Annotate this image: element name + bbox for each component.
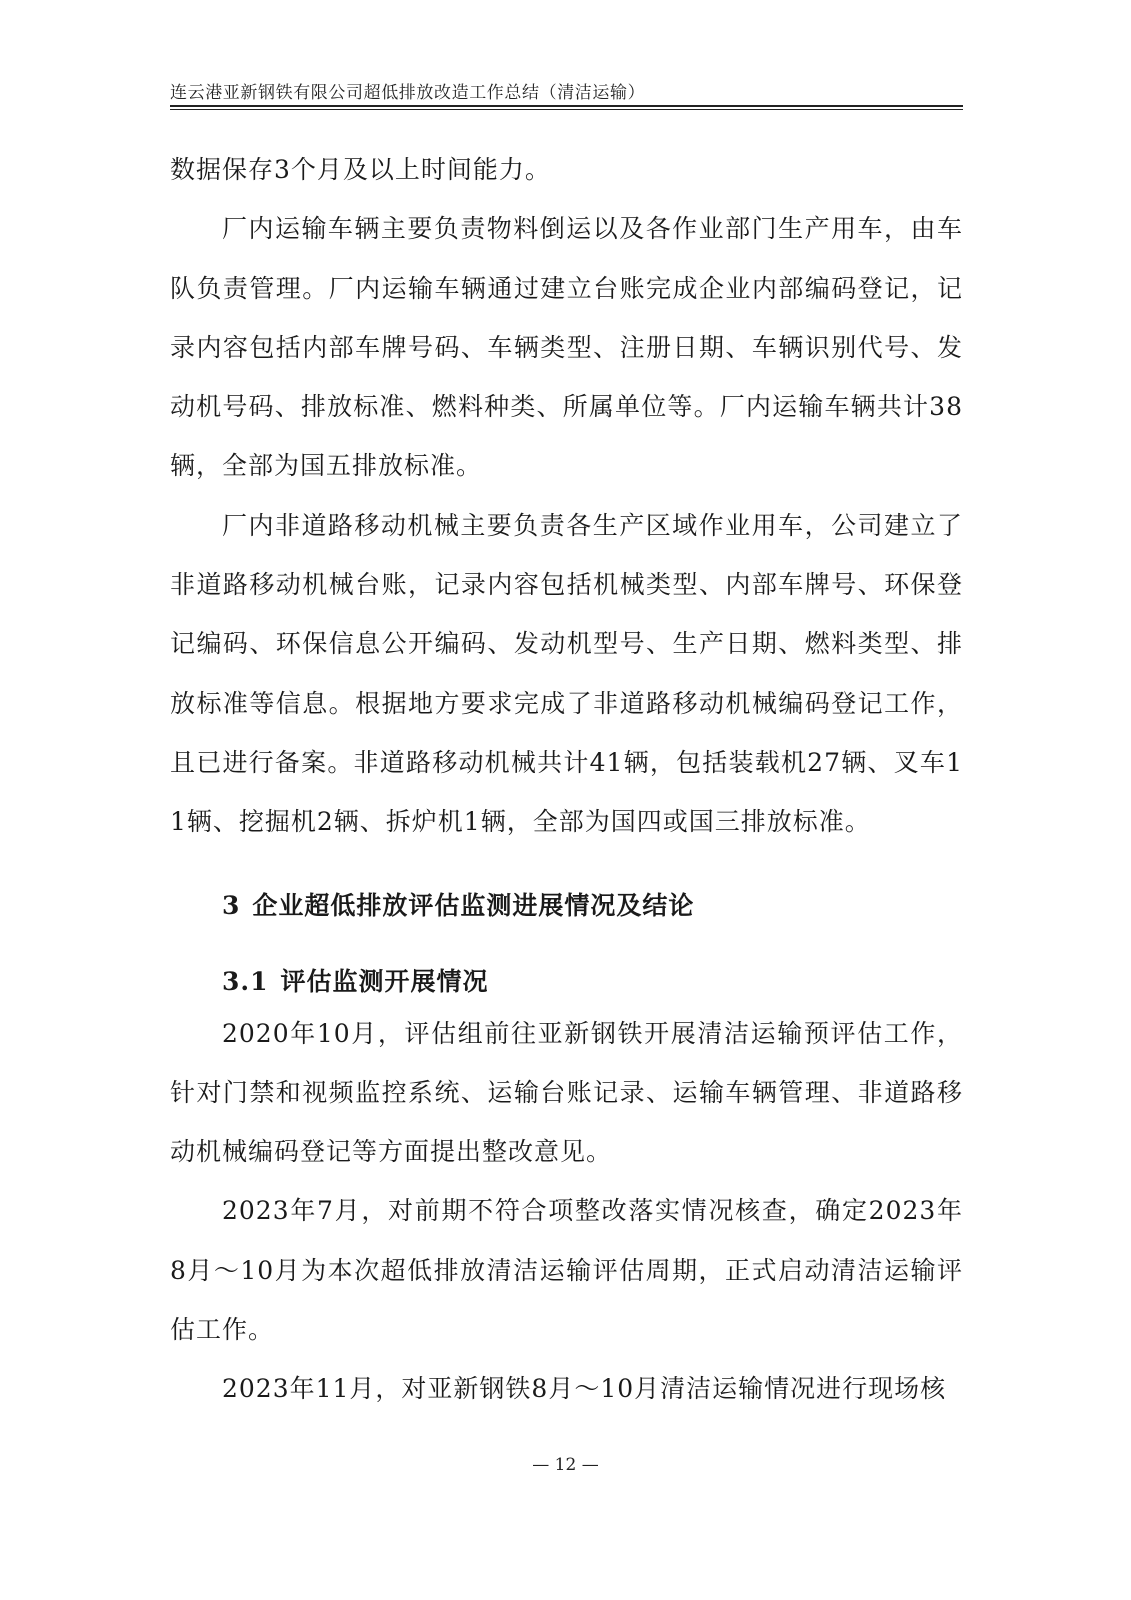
section-heading-3: [170, 852, 963, 942]
page-header: 连云港亚新钢铁有限公司超低排放改造工作总结（清洁运输）: [170, 83, 646, 103]
page-number: — 12 —: [532, 1455, 599, 1475]
header-rule-secondary: [170, 109, 963, 110]
document-body: [170, 140, 963, 1419]
section-heading-3-1: [170, 942, 963, 1004]
paragraph-in-plant-vehicles: 厂内运输车辆主要负责物料倒运以及各作业部门生产用车，由车队负责管理。厂内运输车辆通过建立台账完成企业内部编码登记，记录内容包括内部车牌号码、车辆类型、注册日期、车辆识别代号、发动机号码、排放标准、燃料种类、所属单位等。厂内运输车辆共计38辆，全部为国五排放标准。: [170, 214, 963, 481]
header-rule: [170, 105, 963, 107]
paragraph-2023-november: 2023年11月，对亚新钢铁8月～10月清洁运输情况进行现场核: [222, 1374, 947, 1404]
paragraph-2023-july: 2023年7月，对前期不符合项整改落实情况核查，确定2023年8月～10月为本次超低排放清洁运输评估周期，正式启动清洁运输评估工作。: [170, 1196, 963, 1345]
paragraph-2020-pre-assessment: 2020年10月，评估组前往亚新钢铁开展清洁运输预评估工作，针对门禁和视频监控系统、运输台账记录、运输车辆管理、非道路移动机械编码登记等方面提出整改意见。: [170, 1018, 963, 1167]
paragraph-continuation: 数据保存3个月及以上时间能力。: [170, 155, 551, 184]
subsection-number: 3.1: [222, 966, 269, 996]
paragraph-non-road-machinery: 厂内非道路移动机械主要负责各生产区域作业用车，公司建立了非道路移动机械台账，记录内容包括机械类型、内部车牌号、环保登记编码、环保信息公开编码、发动机型号、生产日期、燃料类型、排放标准等信息。根据地方要求完成了非道路移动机械编码登记工作，且已进行备案。非道路移动机械共计41辆，包括装载机27辆、叉车11辆、挖掘机2辆、拆炉机1辆，全部为国四或国三排放标准。: [170, 510, 963, 837]
section-title: 企业超低排放评估监测进展情况及结论: [252, 890, 695, 920]
subsection-title: 评估监测开展情况: [280, 966, 489, 996]
section-number: 3: [222, 890, 241, 920]
